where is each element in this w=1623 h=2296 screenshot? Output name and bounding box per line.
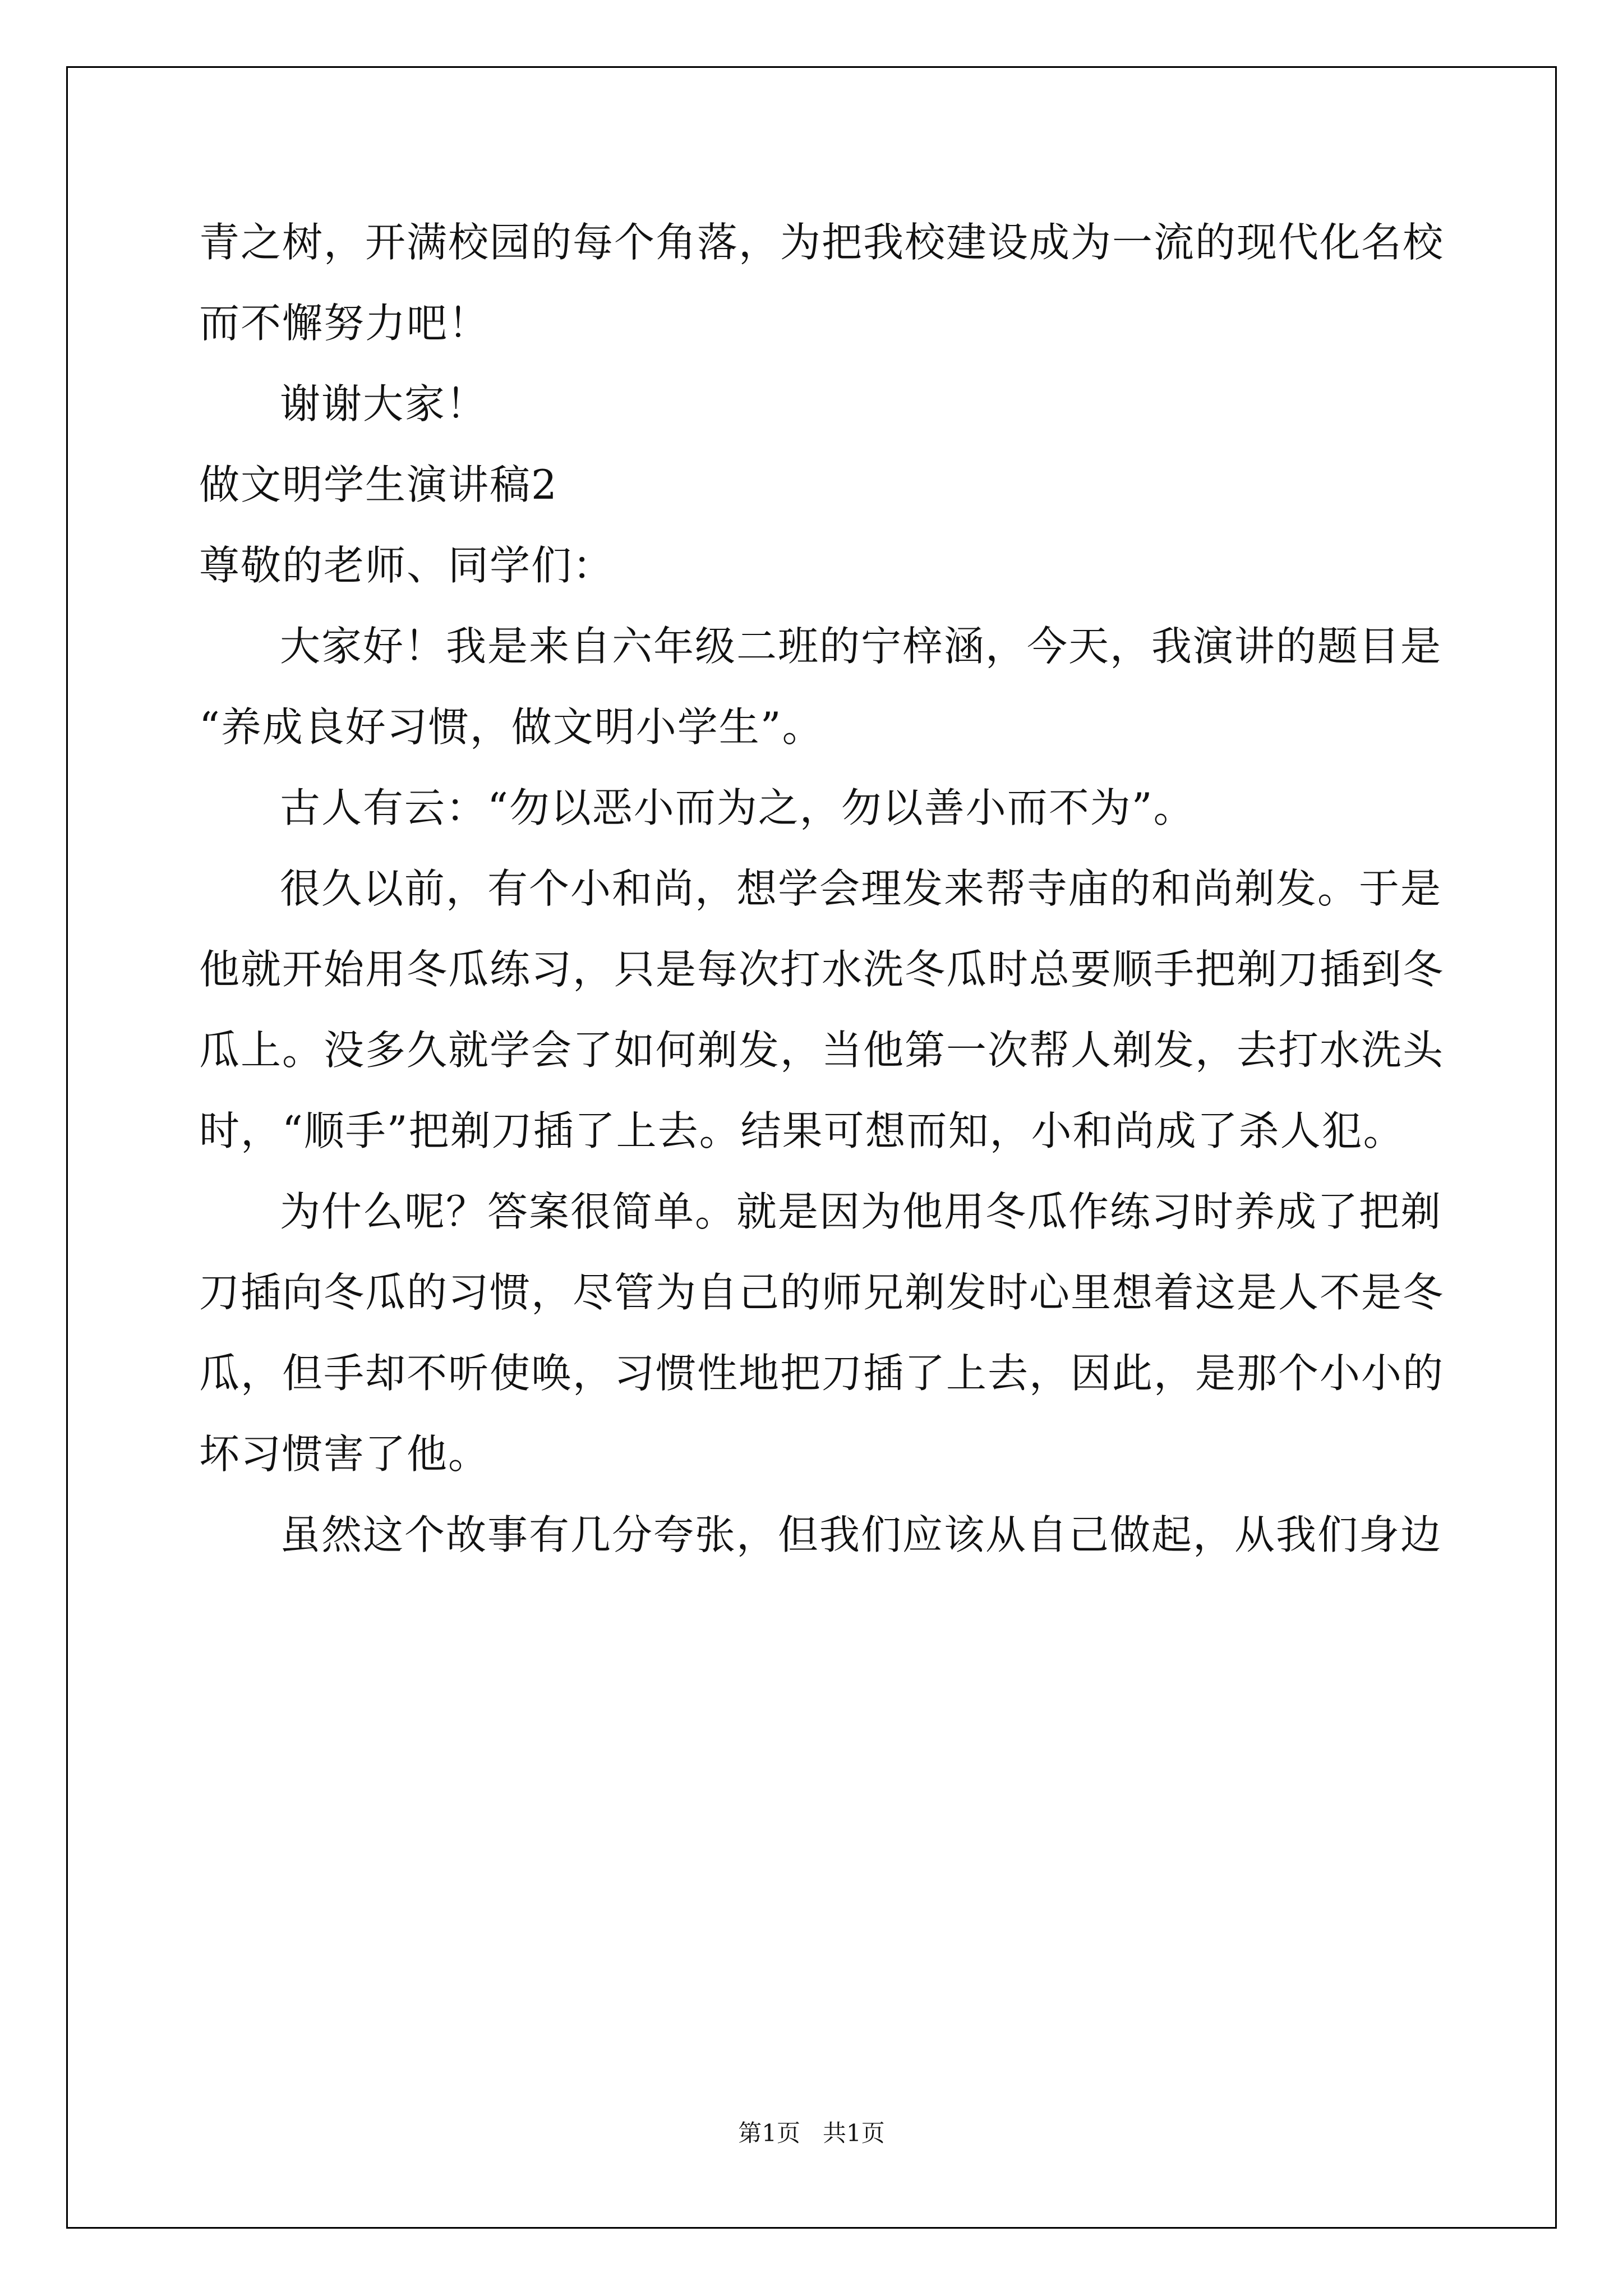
text-line: 时，“顺手”把剃刀插了上去。结果可想而知，小和尚成了杀人犯。: [199, 1107, 1405, 1154]
text-line: 瓜上。没多久就学会了如何剃发，当他第一次帮人剃发，去打水洗头: [199, 1027, 1445, 1074]
text-line: 坏习惯害了他。: [199, 1430, 490, 1478]
text-line: 刀插向冬瓜的习惯，尽管为自己的师兄剃发时心里想着这是人不是冬: [199, 1269, 1445, 1316]
text-line: 大家好！我是来自六年级二班的宁梓涵，今天，我演讲的题目是: [280, 623, 1442, 670]
text-line: 虽然这个故事有几分夸张，但我们应该从自己做起，从我们身边: [280, 1511, 1442, 1558]
salutation: 尊敬的老师、同学们：: [199, 542, 615, 589]
text-line: 瓜，但手却不听使唤，习惯性地把刀插了上去，因此，是那个小小的: [199, 1350, 1445, 1397]
page-number-footer: 第1页 共1页: [738, 2119, 885, 2147]
text-line: 而不懈努力吧！: [199, 300, 490, 347]
document-body: [199, 202, 1445, 1575]
text-line: 为什么呢？答案很简单。就是因为他用冬瓜作练习时养成了把剃: [280, 1188, 1442, 1235]
text-line: 他就开始用冬瓜练习，只是每次打水洗冬瓜时总要顺手把剃刀插到冬: [199, 946, 1445, 993]
text-line: 古人有云：“勿以恶小而为之，勿以善小而不为”。: [280, 784, 1195, 831]
text-line: “养成良好习惯，做文明小学生”。: [199, 703, 824, 751]
text-line: 很久以前，有个小和尚，想学会理发来帮寺庙的和尚剃发。于是: [280, 865, 1442, 912]
text-line: 谢谢大家！: [280, 380, 488, 427]
section-title: 做文明学生演讲稿2: [199, 461, 558, 508]
text-line: 青之树，开满校园的每个角落，为把我校建设成为一流的现代化名校: [199, 219, 1445, 266]
